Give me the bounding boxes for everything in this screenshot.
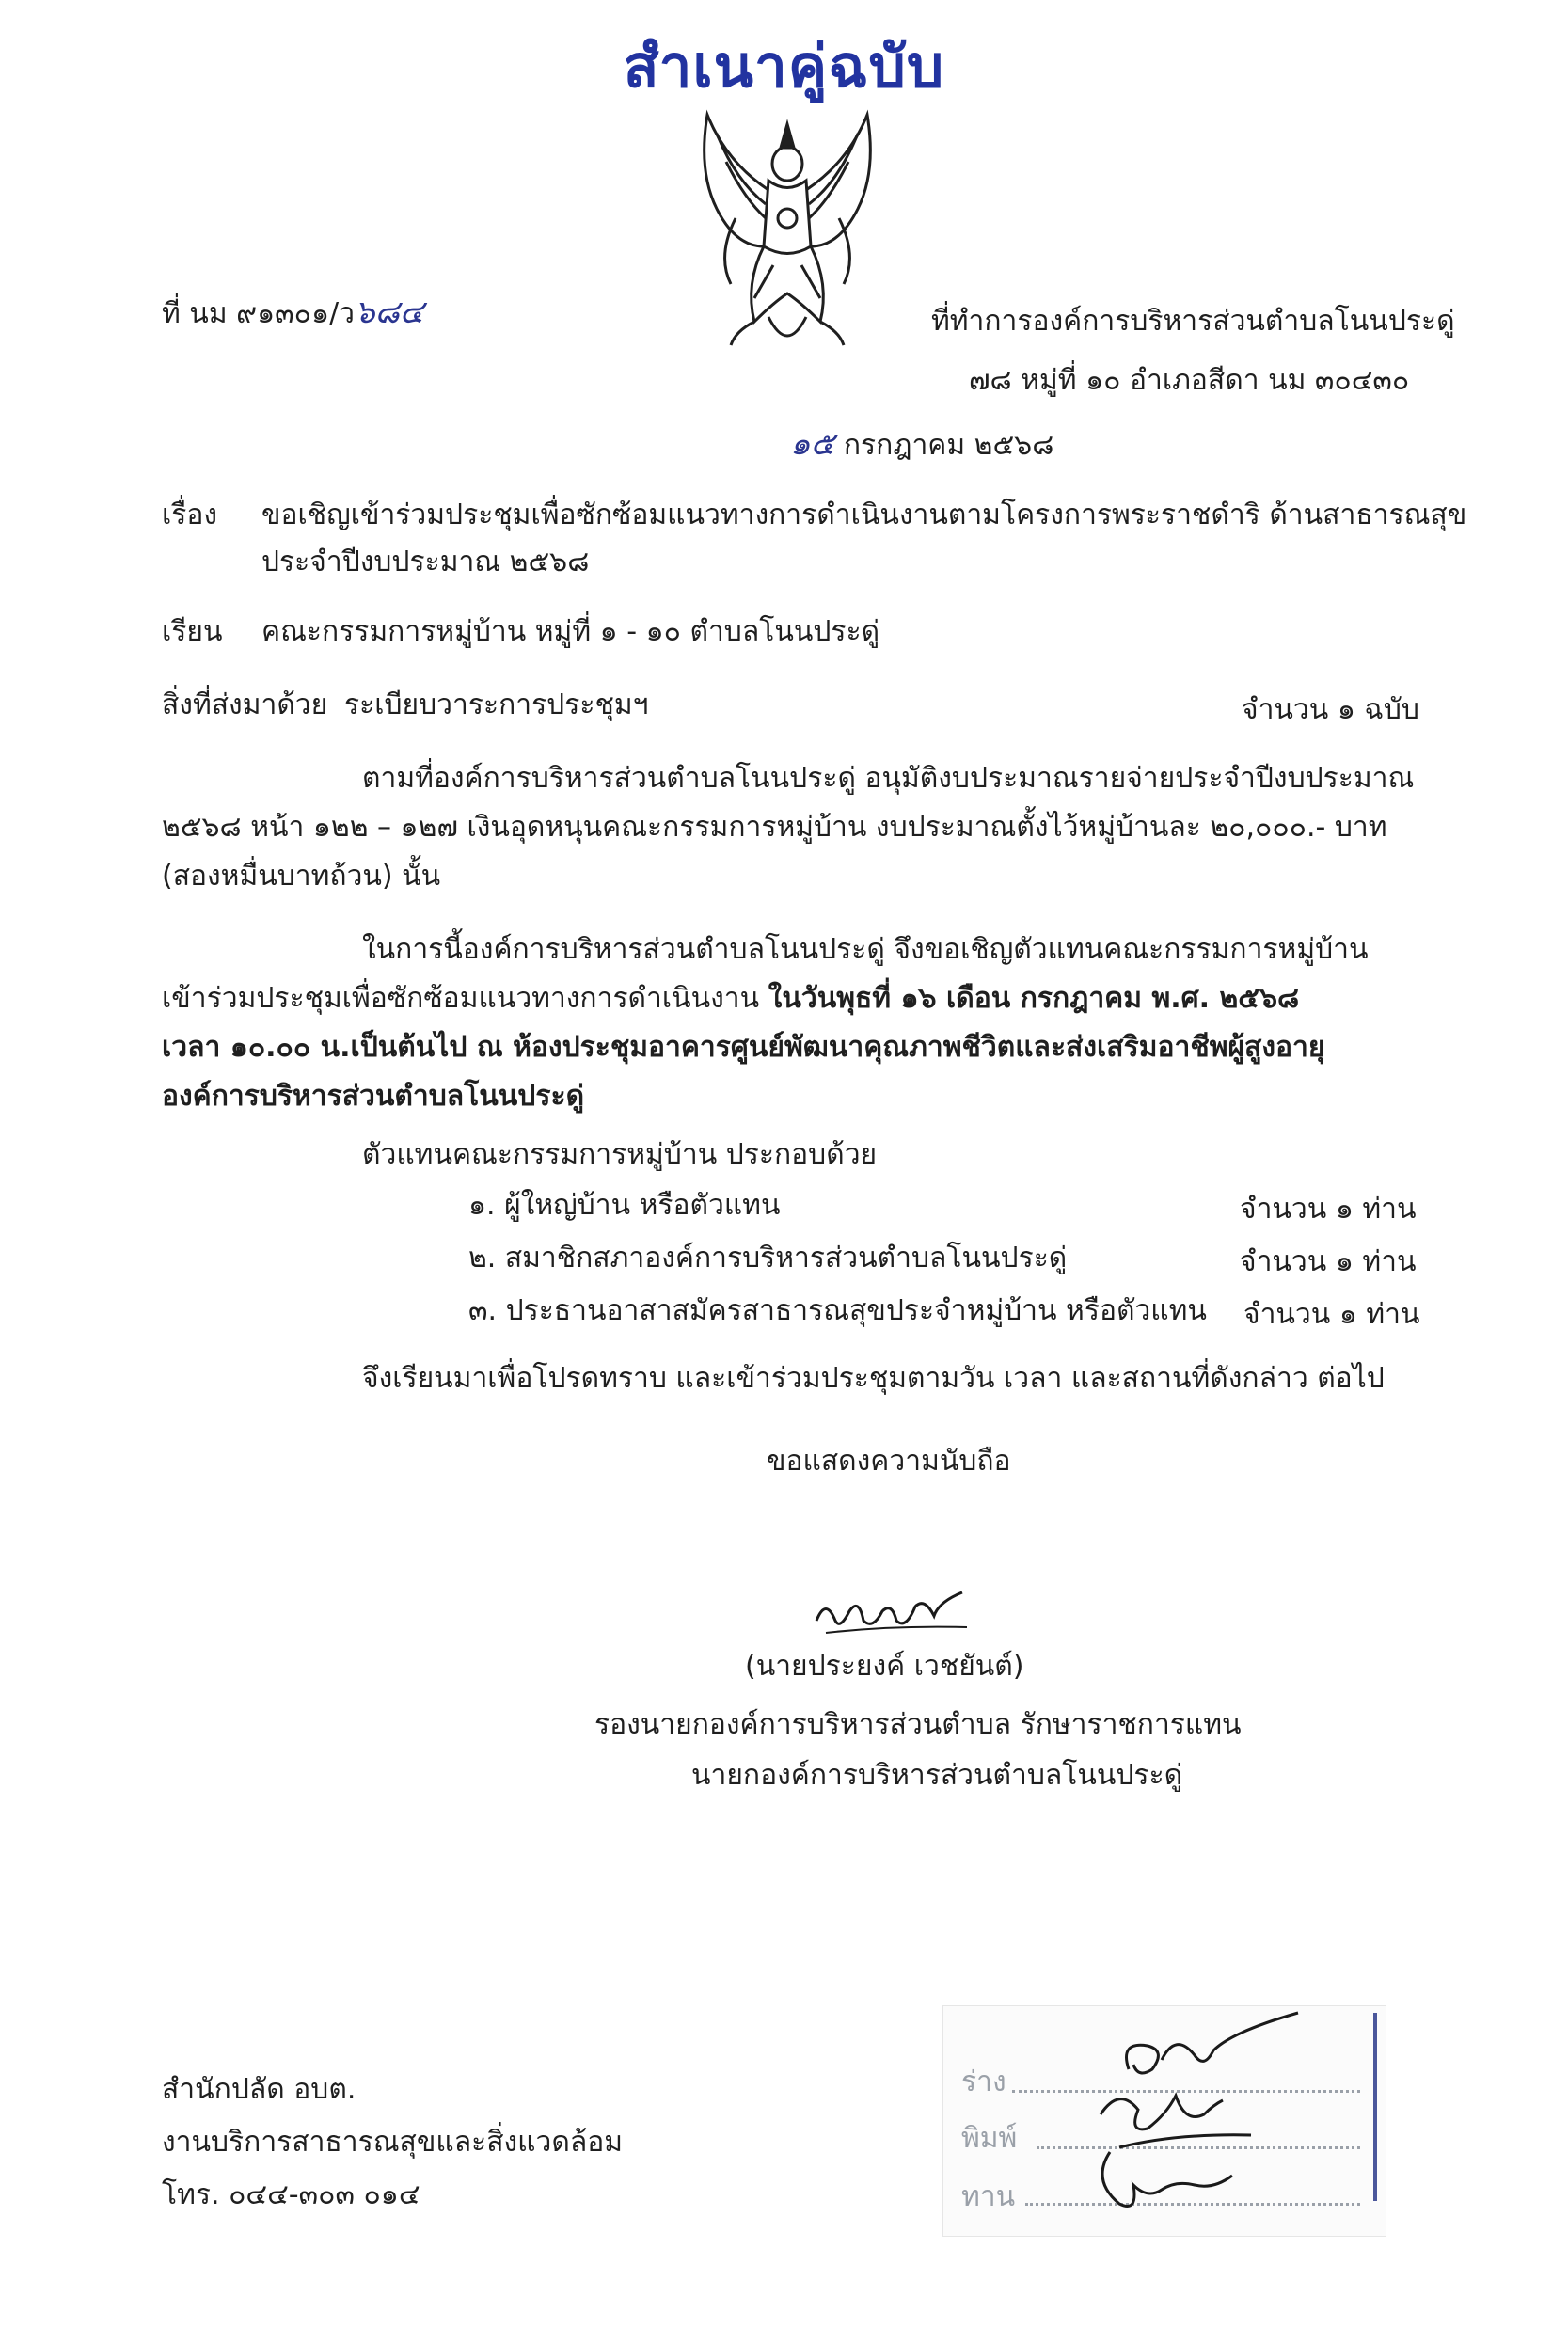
enclosure-count: จำนวน ๑ ฉบับ [1242,693,1419,726]
draft-initials [1110,2003,1307,2088]
para2-line-2 [162,980,1299,1017]
to-label: เรียน [162,615,223,648]
approval-print-label: พิมพ์ [961,2122,1018,2155]
date-handwritten-day: ๑๕ [790,425,835,463]
approval-box-edge [1373,2013,1377,2201]
para2-line-4: องค์การบริหารส่วนตำบลโนนประดู่ [162,1080,585,1113]
signer-title-2: นายกองค์การบริหารส่วนตำบลโนนประดู่ [691,1759,1183,1792]
signature-handwriting [807,1578,976,1644]
reps-item-2-count: จำนวน ๑ ท่าน [1240,1245,1417,1278]
para1-line-3: (สองหมื่นบาทถ้วน) นั้น [162,860,441,893]
reference-prefix: ที่ นม ๙๑๓๐๑/ว [162,297,355,330]
footer-section: งานบริการสาธารณสุขและสิ่งแวดล้อม [162,2126,623,2159]
footer-department: สำนักปลัด อบต. [162,2073,356,2106]
garuda-emblem-icon [679,105,895,359]
reference-handwritten-number: ๖๘๔ [354,293,424,331]
para1-line-2: ๒๕๖๘ หน้า ๑๒๒ – ๑๒๗ เงินอุดหนุนคณะกรรมการหมู่บ้าน งบประมาณตั้งไว้หมู่บ้านละ ๒๐,๐๐๐.- บาท [162,811,1387,844]
closing-text: จึงเรียนมาเพื่อโปรดทราบ และเข้าร่วมประชุมตามวัน เวลา และสถานที่ดังกล่าว ต่อไป [362,1362,1385,1395]
para2-line-1: ในการนี้องค์การบริหารส่วนตำบลโนนประดู่ จึงขอเชิญตัวแทนคณะกรรมการหมู่บ้าน [362,933,1369,966]
para2-line-3: เวลา ๑๐.๐๐ น.เป็นต้นไป ณ ห้องประชุมอาคารศูนย์พัฒนาคุณภาพชีวิตและส่งเสริมอาชีพผู้สูงอายุ [162,1031,1325,1064]
signer-name: (นายประยงค์ เวชยันต์) [745,1650,1024,1683]
reps-intro: ตัวแทนคณะกรรมการหมู่บ้าน ประกอบด้วย [362,1138,878,1171]
approval-draft-label: ร่าง [961,2066,1006,2098]
enclosure-label: สิ่งที่ส่งมาด้วย [162,689,328,721]
para1-line-1: ตามที่องค์การบริหารส่วนตำบลโนนประดู่ อนุมัติงบประมาณรายจ่ายประจำปีงบประมาณ [362,762,1415,795]
para2-line-2-normal: เข้าร่วมประชุมเพื่อซักซ้อมแนวทางการดำเนินงาน [162,982,760,1015]
reps-item-1: ๑. ผู้ใหญ่บ้าน หรือตัวแทน [468,1189,781,1222]
office-name: ที่ทำการองค์การบริหารส่วนตำบลโนนประดู่ [931,305,1455,338]
subject-label: เรื่อง [162,499,218,531]
reference-number [162,292,424,333]
regards-text: ขอแสดงความนับถือ [767,1445,1011,1478]
subject-line-1: ขอเชิญเข้าร่วมประชุมเพื่อซักซ้อมแนวทางการดำเนินงานตามโครงการพระราชดำริ ด้านสาธารณสุข [261,499,1467,531]
subject-line-2: ประจำปีงบประมาณ ๒๕๖๘ [261,546,590,578]
signer-title-1: รองนายกองค์การบริหารส่วนตำบล รักษาราชการแทน [594,1708,1242,1741]
enclosure-text: ระเบียบวาระการประชุมฯ [344,689,649,721]
footer-phone: โทร. ๐๔๔-๓๐๓ ๐๑๔ [162,2178,420,2211]
reps-item-1-count: จำนวน ๑ ท่าน [1240,1193,1417,1226]
reps-item-3-count: จำนวน ๑ ท่าน [1243,1298,1420,1331]
approval-review-label: ทาน [961,2180,1016,2213]
review-initials [1072,2133,1270,2218]
to-text: คณะกรรมการหมู่บ้าน หมู่ที่ ๑ - ๑๐ ตำบลโนนประดู่ [261,615,880,648]
letter-date [790,423,1053,465]
office-address: ๗๘ หมู่ที่ ๑๐ อำเภอสีดา นม ๓๐๔๓๐ [969,364,1410,397]
date-month-year: กรกฎาคม ๒๕๖๘ [843,429,1054,462]
reps-item-3: ๓. ประธานอาสาสมัครสาธารณสุขประจำหมู่บ้าน หรือตัวแทน [468,1294,1207,1327]
copy-stamp: สำเนาคู่ฉบับ [623,32,945,101]
reps-item-2: ๒. สมาชิกสภาองค์การบริหารส่วนตำบลโนนประดู่ [468,1242,1068,1274]
para2-meeting-date: ในวันพุธที่ ๑๖ เดือน กรกฎาคม พ.ศ. ๒๕๖๘ [768,982,1300,1015]
